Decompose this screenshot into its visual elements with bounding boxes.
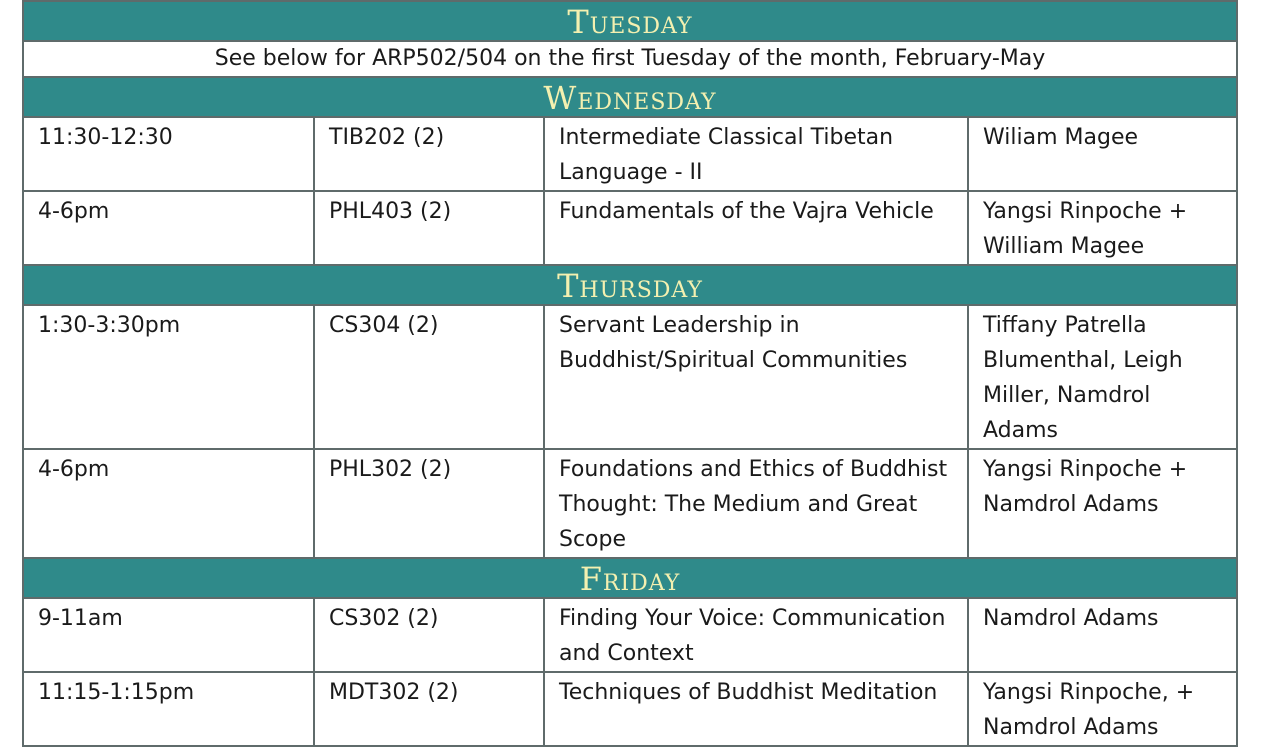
table-row [23, 191, 1237, 265]
title-cell: Finding Your Voice: Communication and Context [544, 598, 968, 672]
course-cell: CS304 (2) [314, 305, 544, 449]
schedule-table [22, 0, 1238, 747]
instructor-cell: Wiliam Magee [968, 117, 1237, 191]
day-header-label: Thursday [23, 265, 1237, 305]
course-cell: PHL302 (2) [314, 449, 544, 558]
time-cell: 11:15-1:15pm [23, 672, 314, 746]
table-row [23, 672, 1237, 746]
schedule-sheet [22, 0, 1236, 747]
title-cell: Intermediate Classical Tibetan Language - II [544, 117, 968, 191]
day-header-label: Friday [23, 558, 1237, 598]
course-cell: TIB202 (2) [314, 117, 544, 191]
course-cell: CS302 (2) [314, 598, 544, 672]
time-cell: 9-11am [23, 598, 314, 672]
course-cell: MDT302 (2) [314, 672, 544, 746]
instructor-cell: Tiffany Patrella Blumenthal, Leigh Miller, Namdrol Adams [968, 305, 1237, 449]
time-cell: 4-6pm [23, 449, 314, 558]
time-cell: 4-6pm [23, 191, 314, 265]
table-row [23, 305, 1237, 449]
day-header-wednesday [23, 77, 1237, 117]
day-header-label: Wednesday [23, 77, 1237, 117]
instructor-cell: Yangsi Rinpoche + Namdrol Adams [968, 449, 1237, 558]
title-cell: Foundations and Ethics of Buddhist Thought: The Medium and Great Scope [544, 449, 968, 558]
title-cell: Servant Leadership in Buddhist/Spiritual Communities [544, 305, 968, 449]
day-header-thursday [23, 265, 1237, 305]
instructor-cell: Yangsi Rinpoche, + Namdrol Adams [968, 672, 1237, 746]
day-header-label: Tuesday [23, 1, 1237, 41]
time-cell: 11:30-12:30 [23, 117, 314, 191]
time-cell: 1:30-3:30pm [23, 305, 314, 449]
table-row [23, 449, 1237, 558]
title-cell: Fundamentals of the Vajra Vehicle [544, 191, 968, 265]
course-cell: PHL403 (2) [314, 191, 544, 265]
instructor-cell: Yangsi Rinpoche + William Magee [968, 191, 1237, 265]
day-header-friday [23, 558, 1237, 598]
instructor-cell: Namdrol Adams [968, 598, 1237, 672]
tuesday-note: See below for ARP502/504 on the first Tuesday of the month, February-May [23, 41, 1237, 77]
tuesday-note-row [23, 41, 1237, 77]
day-header-tuesday [23, 1, 1237, 41]
table-row [23, 598, 1237, 672]
title-cell: Techniques of Buddhist Meditation [544, 672, 968, 746]
table-row [23, 117, 1237, 191]
